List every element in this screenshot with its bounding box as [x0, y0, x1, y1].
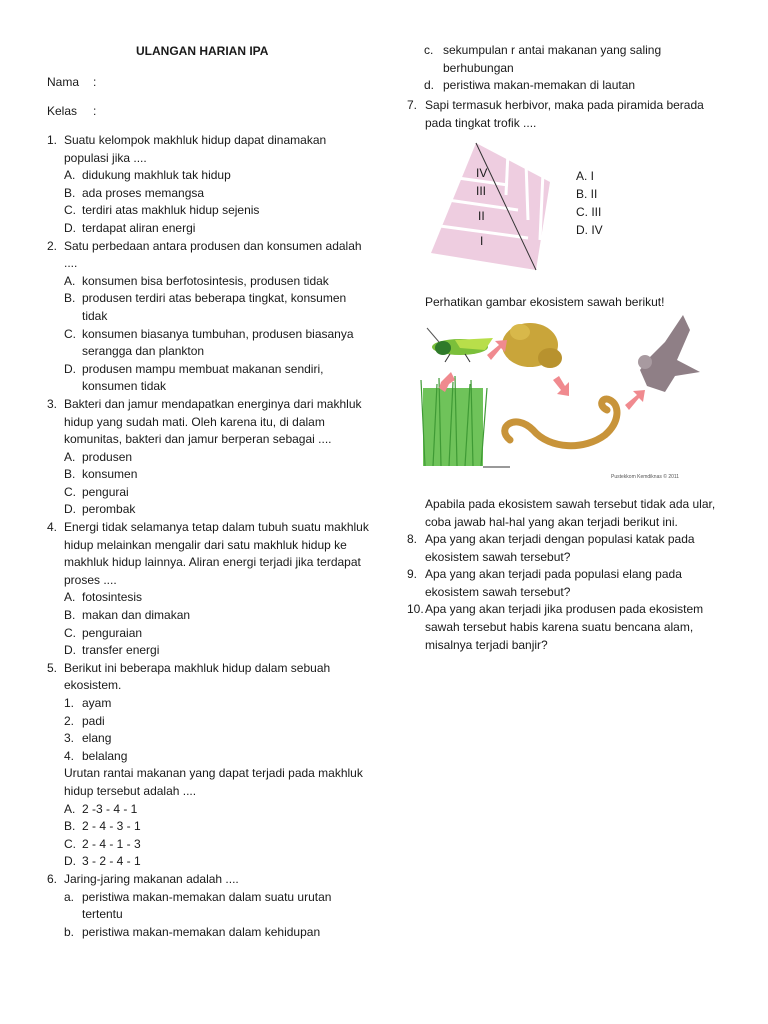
question-5-option-text: ayam — [82, 696, 112, 710]
question-2-option-line — [47, 326, 377, 344]
question-8-line — [407, 549, 747, 567]
question-5-option-text: 2 - 4 - 3 - 1 — [82, 819, 141, 834]
frog-icon — [502, 323, 562, 368]
question-6-key: 6. — [47, 871, 58, 886]
question-2-option-text: tidak — [82, 308, 108, 323]
question-3-option-key: C. — [64, 484, 76, 499]
question-9-line — [407, 584, 747, 602]
question-5-text: Berikut ini beberapa makhluk hidup dalam sebuah — [64, 660, 331, 675]
question-5-option-key: 3. — [64, 731, 75, 746]
question-2-option-text: serangga dan plankton — [82, 344, 205, 359]
question-6-option-line — [47, 924, 377, 942]
question-4-option-line — [47, 642, 377, 660]
question-3-option-line — [47, 501, 377, 519]
question-2-option-line — [47, 308, 377, 326]
question-5-option-key: D. — [64, 854, 76, 869]
question-6-option-text: tertentu — [82, 907, 123, 922]
question-5-option-text: padi — [82, 713, 105, 728]
question-1-option-text: terdiri atas makhluk hidup sejenis — [82, 203, 260, 218]
question-4-text: Energi tidak selamanya tetap dalam tubuh suatu makhluk — [64, 520, 369, 535]
question-5-stem-line — [47, 765, 377, 783]
ecosystem-intro-text: Apabila pada ekosistem sawah tersebut tidak ada ular, — [425, 497, 716, 511]
question-3-option-text: konsumen — [82, 467, 138, 482]
q7-option-c: C. III — [576, 205, 602, 219]
question-10-text: misalnya terjadi banjir? — [425, 637, 548, 652]
question-4-option-key: D. — [64, 643, 76, 658]
question-4-option-key: B. — [64, 608, 76, 623]
question-2-text: .... — [64, 256, 78, 271]
trophic-pyramid-image — [428, 140, 553, 275]
question-5-option-line — [47, 801, 377, 819]
q6-continued — [407, 42, 737, 95]
q7-option-d: D. IV — [576, 223, 603, 237]
question-7-text: Sapi termasuk herbivor, maka pada piramida berada — [425, 98, 704, 112]
question-1-line — [47, 132, 377, 150]
q7-option-b: B. II — [576, 187, 598, 201]
question-2-option-text: produsen terdiri atas beberapa tingkat, konsumen — [82, 291, 347, 306]
question-6-option-key: d. — [424, 78, 435, 93]
question-2-option-key: A. — [64, 273, 76, 288]
question-1-option-text: ada proses memangsa — [82, 185, 205, 200]
question-9-text: ekosistem sawah tersebut? — [425, 584, 571, 599]
ecosystem-food-chain-image — [415, 310, 710, 480]
question-4-text: hidup melainkan mengalir dari satu makhluk hidup ke — [64, 537, 347, 552]
question-5-option-text: 2 -3 - 4 - 1 — [82, 801, 138, 816]
question-6-option-text: peristiwa makan-memakan dalam kehidupan — [82, 924, 321, 939]
question-2-option-text: konsumen bisa berfotosintesis, produsen tidak — [82, 273, 329, 288]
name-colon: : — [93, 75, 97, 89]
question-5-option-key: A. — [64, 801, 76, 816]
grasshopper-icon — [427, 328, 493, 362]
question-6-option-text: peristiwa makan-memakan dalam suatu urutan — [82, 889, 332, 904]
question-5-line — [47, 677, 377, 695]
question-3-option-line — [47, 484, 377, 502]
question-4-option-line — [47, 589, 377, 607]
question-3-line — [47, 396, 377, 414]
question-5-key: 5. — [47, 660, 58, 675]
question-6-option-key: a. — [64, 889, 75, 904]
question-1-option-line — [47, 167, 377, 185]
question-7 — [407, 97, 737, 132]
question-1-option-line — [47, 185, 377, 203]
question-6-option-key: c. — [424, 43, 434, 57]
question-5-option-line — [47, 695, 377, 713]
question-2-option-line — [47, 273, 377, 291]
question-4-line — [47, 519, 377, 537]
question-5-option-key: B. — [64, 819, 76, 834]
question-5-option-text: belalang — [82, 748, 128, 763]
question-10-text: Apa yang akan terjadi jika produsen pada ekosistem — [425, 602, 704, 617]
question-5-option-line — [47, 730, 377, 748]
class-colon: : — [93, 104, 97, 118]
q7-option-a: A. I — [576, 169, 595, 183]
question-4-text: makhluk hidup lainnya. Aliran energi terjadi jika terdapat — [64, 555, 361, 570]
question-1-option-line — [47, 220, 377, 238]
question-5-line — [47, 660, 377, 678]
question-3-text: Bakteri dan jamur mendapatkan energinya dari makhluk — [64, 396, 362, 411]
left-column — [47, 132, 377, 941]
question-5-option-key: C. — [64, 836, 76, 851]
question-1-option-text: terdapat aliran energi — [82, 220, 196, 235]
question-5-option-line — [47, 853, 377, 871]
question-6-option-line — [407, 77, 737, 95]
question-8-line — [407, 531, 747, 549]
page-title: ULANGAN HARIAN IPA — [136, 44, 269, 58]
question-4-text: proses .... — [64, 572, 117, 587]
question-5-option-key: 4. — [64, 748, 75, 763]
question-1-option-key: B. — [64, 185, 76, 200]
question-9-key: 9. — [407, 567, 418, 582]
ecosystem-intro: Perhatikan gambar ekosistem sawah berikut! — [425, 295, 665, 309]
question-10-key: 10. — [407, 602, 424, 617]
question-9-text: Apa yang akan terjadi pada populasi elang pada — [425, 567, 682, 582]
question-5-option-line — [47, 713, 377, 731]
question-5-stem-line — [47, 783, 377, 801]
question-10-line — [407, 637, 747, 655]
question-5-option-key: 2. — [64, 713, 75, 728]
question-6-option-line — [407, 42, 737, 60]
question-3-line — [47, 431, 377, 449]
question-10-line — [407, 601, 747, 619]
question-10-text: sawah tersebut habis karena suatu bencana alam, — [425, 619, 694, 634]
class-label: Kelas — [47, 104, 78, 118]
question-2-option-key: D. — [64, 361, 76, 376]
ecosystem-question-intro — [425, 496, 755, 531]
eagle-icon — [638, 315, 700, 392]
question-2-key: 2. — [47, 238, 58, 253]
question-3-option-line — [47, 449, 377, 467]
question-3-option-line — [47, 466, 377, 484]
question-5-option-line — [47, 836, 377, 854]
question-3-option-text: produsen — [82, 449, 133, 464]
question-6-text: Jaring-jaring makanan adalah .... — [64, 871, 239, 886]
snake-icon — [505, 399, 617, 446]
question-2-option-line — [47, 343, 377, 361]
question-2-option-line — [47, 361, 377, 379]
question-1-key: 1. — [47, 133, 58, 147]
question-6-option-text: sekumpulan r antai makanan yang saling — [443, 43, 662, 57]
question-4-option-key: C. — [64, 625, 76, 640]
question-2-line — [47, 255, 377, 273]
question-4-option-line — [47, 625, 377, 643]
name-label: Nama — [47, 75, 80, 89]
question-10-line — [407, 619, 747, 637]
question-2-option-line — [47, 378, 377, 396]
question-6-option-line — [47, 889, 377, 907]
question-1-option-text: didukung makhluk tak hidup — [82, 168, 231, 183]
question-3-key: 3. — [47, 396, 58, 411]
question-1-text: populasi jika .... — [64, 150, 147, 165]
question-2-option-line — [47, 290, 377, 308]
ecosystem-intro-line — [425, 496, 755, 514]
question-5-option-line — [47, 748, 377, 766]
question-4-key: 4. — [47, 520, 58, 535]
question-5-option-text: elang — [82, 731, 112, 746]
question-4-line — [47, 554, 377, 572]
question-5-option-text: 3 - 2 - 4 - 1 — [82, 854, 141, 869]
question-6-option-text: berhubungan — [443, 60, 514, 75]
question-2-text: Satu perbedaan antara produsen dan konsumen adalah — [64, 238, 362, 253]
pyramid-level-2: II — [478, 209, 485, 223]
question-5-stem-text: Urutan rantai makanan yang dapat terjadi pada makhluk — [64, 766, 363, 781]
pyramid-level-3: III — [476, 184, 487, 198]
question-1-option-key: C. — [64, 203, 76, 218]
question-1-line — [47, 150, 377, 168]
question-3-text: hidup yang sudah mati. Oleh karena itu, di dalam — [64, 414, 325, 429]
question-4-line — [47, 537, 377, 555]
question-1-option-key: D. — [64, 220, 76, 235]
question-8-text: ekosistem sawah tersebut? — [425, 549, 571, 564]
question-2-option-key: B. — [64, 291, 76, 306]
question-2-line — [47, 238, 377, 256]
question-7-line — [407, 97, 737, 115]
question-3-option-key: D. — [64, 502, 76, 517]
question-4-option-key: A. — [64, 590, 76, 605]
question-1-option-key: A. — [64, 168, 76, 183]
question-2-option-text: konsumen biasanya tumbuhan, produsen biasanya — [82, 326, 354, 341]
grass-icon — [421, 376, 510, 467]
question-6-option-key: b. — [64, 924, 75, 939]
question-7-line — [407, 115, 737, 133]
question-4-option-text: transfer energi — [82, 643, 160, 658]
question-4-option-text: penguraian — [82, 625, 143, 640]
question-6-option-text: peristiwa makan-memakan di lautan — [443, 78, 636, 93]
question-4-option-text: makan dan dimakan — [82, 608, 191, 623]
question-3-option-text: pengurai — [82, 484, 129, 499]
question-8-key: 8. — [407, 532, 418, 546]
question-4-line — [47, 572, 377, 590]
question-3-option-text: perombak — [82, 502, 136, 517]
question-3-line — [47, 414, 377, 432]
question-5-option-line — [47, 818, 377, 836]
question-6-option-line — [47, 906, 377, 924]
question-6-option-line — [407, 60, 737, 78]
question-3-option-key: A. — [64, 449, 76, 464]
question-9-line — [407, 566, 747, 584]
pyramid-level-4: IV — [476, 166, 488, 180]
question-2-option-text: produsen mampu membuat makanan sendiri, — [82, 361, 324, 376]
right-questions — [407, 531, 747, 654]
question-5-option-key: 1. — [64, 696, 75, 710]
question-2-option-key: C. — [64, 326, 76, 341]
question-7-key: 7. — [407, 98, 418, 112]
question-1-option-line — [47, 202, 377, 220]
question-6-line — [47, 871, 377, 889]
question-3-text: komunitas, bakteri dan jamur berperan sebagai .... — [64, 432, 332, 447]
image-credit: Pustekkom Kemdiknas © 2011 — [611, 474, 680, 480]
ecosystem-intro-line — [425, 514, 755, 532]
question-1-text: Suatu kelompok makhluk hidup dapat dinamakan — [64, 133, 327, 147]
question-8-text: Apa yang akan terjadi dengan populasi katak pada — [425, 532, 695, 546]
ecosystem-intro-text: coba jawab hal-hal yang akan terjadi berikut ini. — [425, 514, 678, 529]
question-5-stem-text: hidup tersebut adalah .... — [64, 783, 197, 798]
question-7-text: pada tingkat trofik .... — [425, 115, 537, 130]
question-4-option-text: fotosintesis — [82, 590, 143, 605]
question-2-option-text: konsumen tidak — [82, 379, 167, 394]
question-5-text: ekosistem. — [64, 678, 122, 693]
question-3-option-key: B. — [64, 467, 76, 482]
pyramid-level-1: I — [480, 234, 484, 248]
question-5-option-text: 2 - 4 - 1 - 3 — [82, 836, 141, 851]
question-4-option-line — [47, 607, 377, 625]
